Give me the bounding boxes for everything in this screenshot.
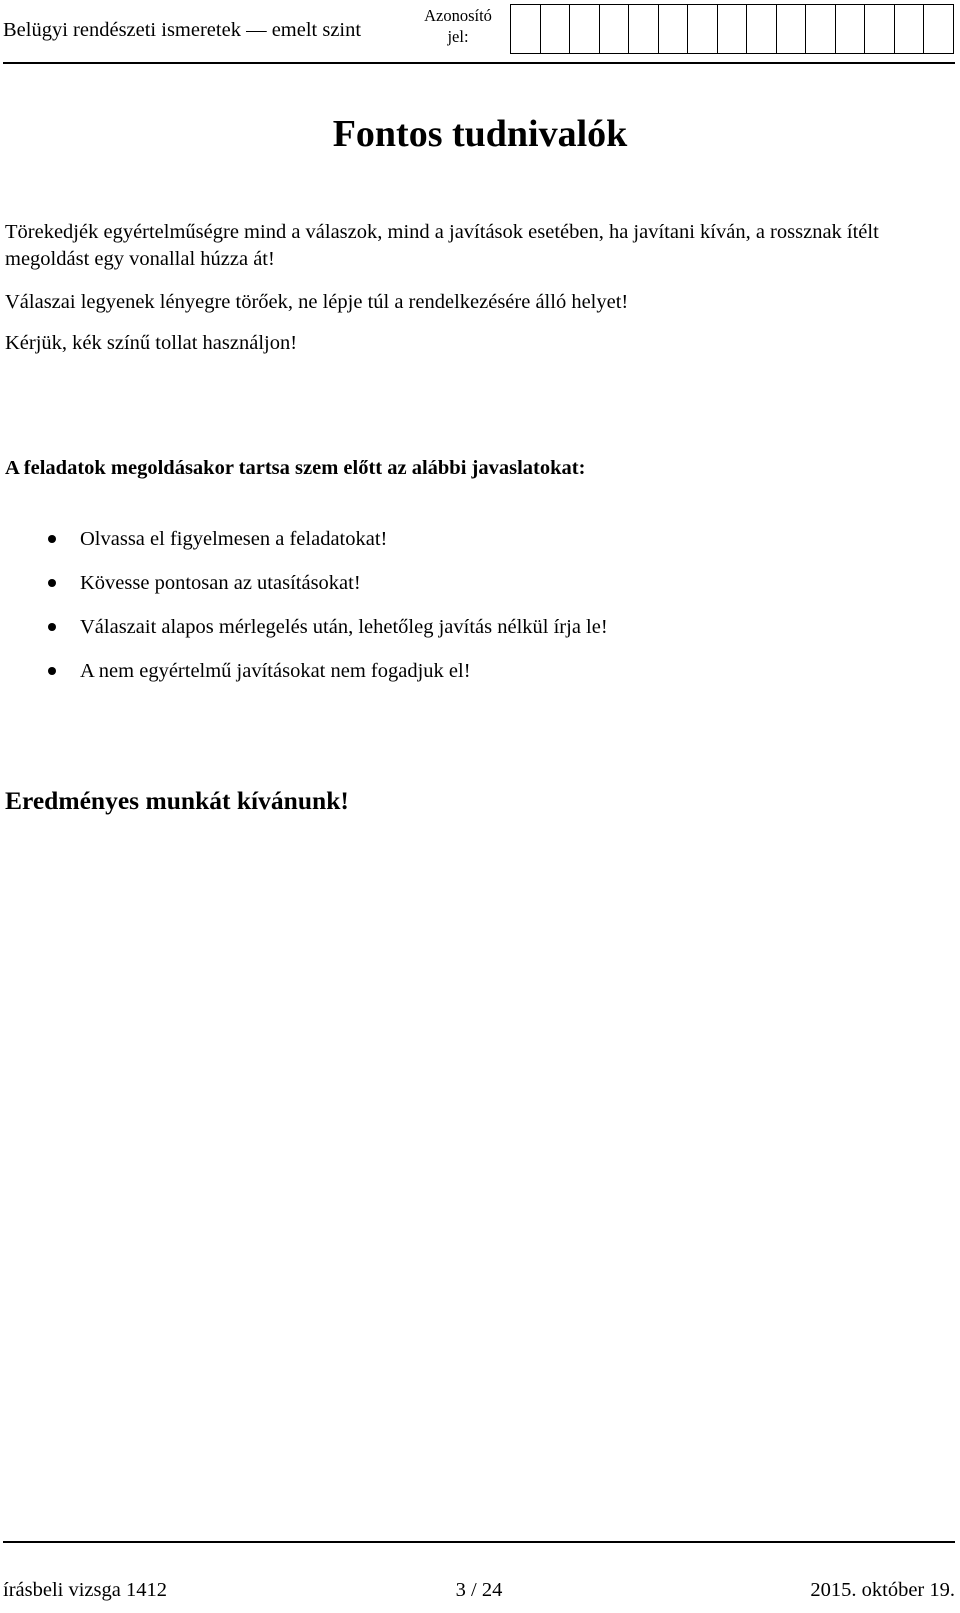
instructions-paragraph-1: Törekedjék egyértelműségre mind a válaszok, mind a javítások esetében, ha javítani kíván, a rossznak ítélt megoldást egy vonallal húzza át!	[5, 221, 879, 270]
id-code-box	[570, 5, 600, 53]
page-header	[0, 0, 960, 66]
id-code-box	[865, 5, 895, 53]
id-code-box	[895, 5, 925, 53]
id-label-line2: jel:	[447, 27, 469, 46]
exam-code: írásbeli vizsga 1412	[3, 1579, 167, 1601]
list-item	[0, 570, 960, 614]
page-title: Fontos tudnivalók	[332, 113, 628, 155]
id-code-box	[629, 5, 659, 53]
page-footer	[3, 1579, 955, 1609]
id-code-box	[747, 5, 777, 53]
bullet-icon	[48, 623, 56, 631]
list-item	[0, 526, 960, 570]
footer-divider	[3, 1541, 955, 1543]
id-code-box	[924, 5, 954, 53]
id-label	[421, 5, 495, 47]
id-label-line1: Azonosító	[424, 6, 492, 25]
id-code-box	[600, 5, 630, 53]
list-item	[0, 614, 960, 658]
bullet-icon	[48, 667, 56, 675]
id-code-box	[659, 5, 689, 53]
id-code-box	[511, 5, 541, 53]
page-number: 3 / 24	[455, 1579, 503, 1601]
id-code-box	[777, 5, 807, 53]
tips-list	[0, 526, 960, 702]
id-code-box	[806, 5, 836, 53]
tip-text: Olvassa el figyelmesen a feladatokat!	[80, 528, 388, 550]
closing-message: Eredményes munkát kívánunk!	[5, 786, 349, 815]
instructions-paragraph-3: Kérjük, kék színű tollat használjon!	[5, 332, 298, 354]
list-item	[0, 658, 960, 702]
tip-text: A nem egyértelmű javításokat nem fogadjuk el!	[80, 660, 471, 682]
instructions-paragraph-2: Válaszai legyenek lényegre törőek, ne lépje túl a rendelkezésére álló helyet!	[5, 291, 629, 313]
bullet-icon	[48, 579, 56, 587]
id-code-box	[718, 5, 748, 53]
exam-subject-title: Belügyi rendészeti ismeretek — emelt szint	[3, 19, 362, 41]
tip-text: Válaszait alapos mérlegelés után, lehetőleg javítás nélkül írja le!	[80, 616, 608, 638]
exam-date: 2015. október 19.	[810, 1579, 955, 1601]
id-code-box	[541, 5, 571, 53]
id-code-box	[836, 5, 866, 53]
tip-text: Kövesse pontosan az utasításokat!	[80, 572, 361, 594]
id-code-boxes	[510, 4, 954, 54]
tips-heading: A feladatok megoldásakor tartsa szem előtt az alábbi javaslatokat:	[5, 457, 586, 479]
id-code-box	[688, 5, 718, 53]
bullet-icon	[48, 535, 56, 543]
header-divider	[3, 62, 955, 64]
